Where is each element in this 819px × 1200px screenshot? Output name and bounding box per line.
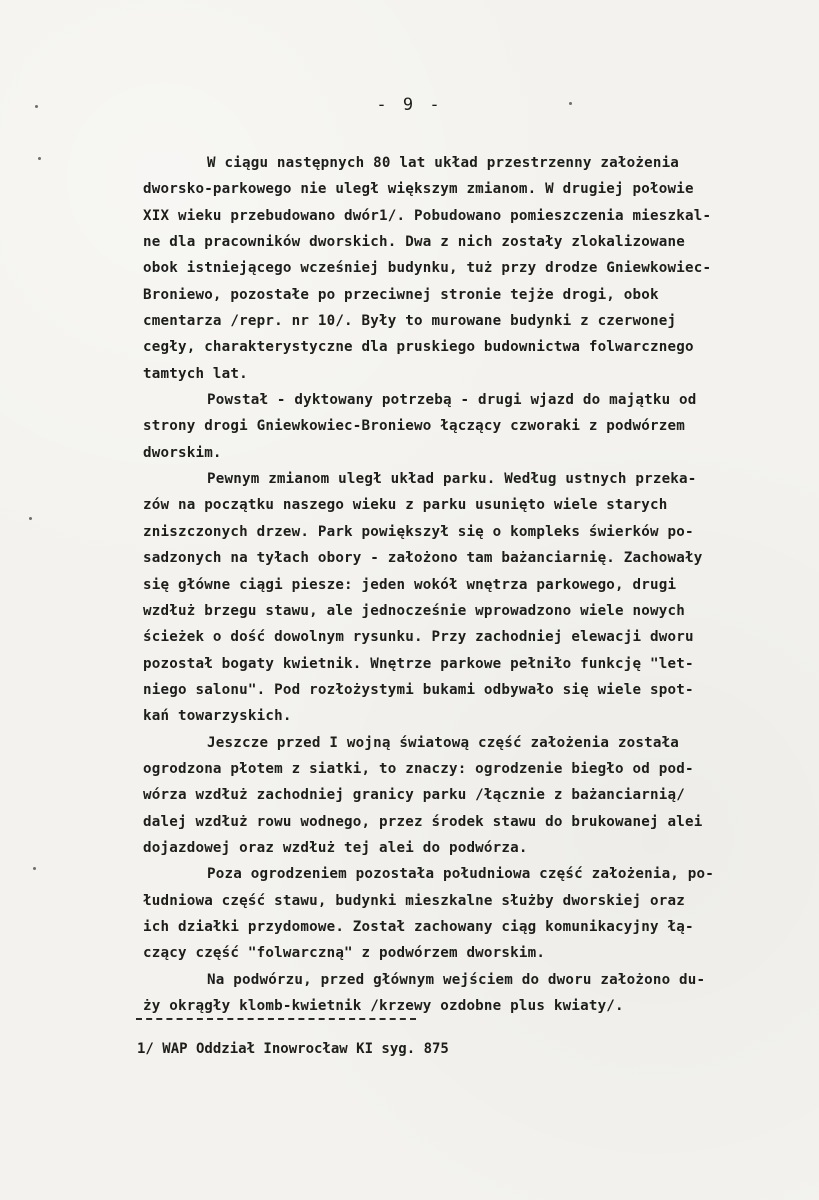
scan-speck (38, 157, 41, 160)
paragraph-line: ne dla pracowników dworskich. Dwa z nich zostały zlokalizowane (143, 234, 685, 251)
paragraph-line: dworskim. (143, 444, 222, 461)
paragraph-line: ich działki przydomowe. Został zachowany ciąg komunikacyjny łą- (143, 918, 694, 935)
paragraph-line: zów na początku naszego wieku z parku usunięto wiele starych (143, 497, 668, 514)
paragraph-line: tamtych lat. (143, 365, 248, 382)
paragraph-line: dworsko-parkowego nie uległ większym zmianom. W drugiej połowie (143, 181, 694, 198)
paragraph-line: Jeszcze przed I wojną światową część założenia została (207, 734, 680, 751)
footnote-separator (136, 1018, 416, 1020)
paragraph-line: zniszczonych drzew. Park powiększył się o kompleks świerków po- (143, 523, 694, 540)
footnote-text: 1/ WAP Oddział Inowrocław KI syg. 875 (137, 1041, 449, 1057)
paragraph-line: czący część "folwarczną" z podwórzem dworskim. (143, 945, 546, 962)
document-body (143, 150, 793, 1019)
paragraph-line: sadzonych na tyłach obory - założono tam bażanciarnię. Zachowały (143, 550, 703, 567)
paragraph-line: cegły, charakterystyczne dla pruskiego budownictwa folwarcznego (143, 339, 694, 356)
scan-speck (33, 867, 36, 870)
paragraph-line: Poza ogrodzeniem pozostała południowa część założenia, po- (207, 866, 715, 883)
paragraph-line: dojazdowej oraz wzdłuż tej alei do podwórza. (143, 839, 528, 856)
paragraph-line: cmentarza /repr. nr 10/. Były to murowane budynki z czerwonej (143, 313, 677, 330)
paragraph-line: strony drogi Gniewkowiec-Broniewo łączący czworaki z podwórzem (143, 418, 685, 435)
paragraph-line: wórza wzdłuż zachodniej granicy parku /łącznie z bażanciarnią/ (143, 787, 685, 804)
paragraph-line: Powstał - dyktowany potrzebą - drugi wjazd do majątku od (207, 392, 697, 409)
paragraph-line: obok istniejącego wcześniej budynku, tuż przy drodze Gniewkowiec- (143, 260, 712, 277)
paragraph-line: ogrodzona płotem z siatki, to znaczy: ogrodzenie biegło od pod- (143, 760, 694, 777)
paragraph-line: łudniowa część stawu, budynki mieszkalne służby dworskiej oraz (143, 892, 685, 909)
paragraph-line: dalej wzdłuż rowu wodnego, przez środek stawu do brukowanej alei (143, 813, 703, 830)
page-number: - 9 - (376, 95, 443, 115)
paragraph-line: kań towarzyskich. (143, 708, 292, 725)
paragraph-line: pozostał bogaty kwietnik. Wnętrze parkowe pełniło funkcję "let- (143, 655, 694, 672)
paragraph-line: wzdłuż brzegu stawu, ale jednocześnie wprowadzono wiele nowych (143, 602, 685, 619)
paragraph-line: niego salonu". Pod rozłożystymi bukami odbywało się wiele spot- (143, 681, 694, 698)
paragraph-line: ścieżek o dość dowolnym rysunku. Przy zachodniej elewacji dworu (143, 629, 694, 646)
paragraph-line: XIX wieku przebudowano dwór1/. Pobudowano pomieszczenia mieszkal- (143, 207, 712, 224)
paragraph-line: Na podwórzu, przed głównym wejściem do dworu założono du- (207, 971, 706, 988)
paragraph-line: W ciągu następnych 80 lat układ przestrzenny założenia (207, 155, 680, 171)
paragraph-line: ży okrągły klomb-kwietnik /krzewy ozdobne plus kwiaty/. (143, 998, 624, 1014)
paragraph-line: Pewnym zmianom uległ układ parku. Według ustnych przeka- (207, 471, 697, 488)
paragraph-line: Broniewo, pozostałe po przeciwnej stronie tejże drogi, obok (143, 286, 659, 303)
scan-speck (29, 517, 32, 520)
paragraph-line: się główne ciągi piesze: jeden wokół wnętrza parkowego, drugi (143, 576, 677, 593)
